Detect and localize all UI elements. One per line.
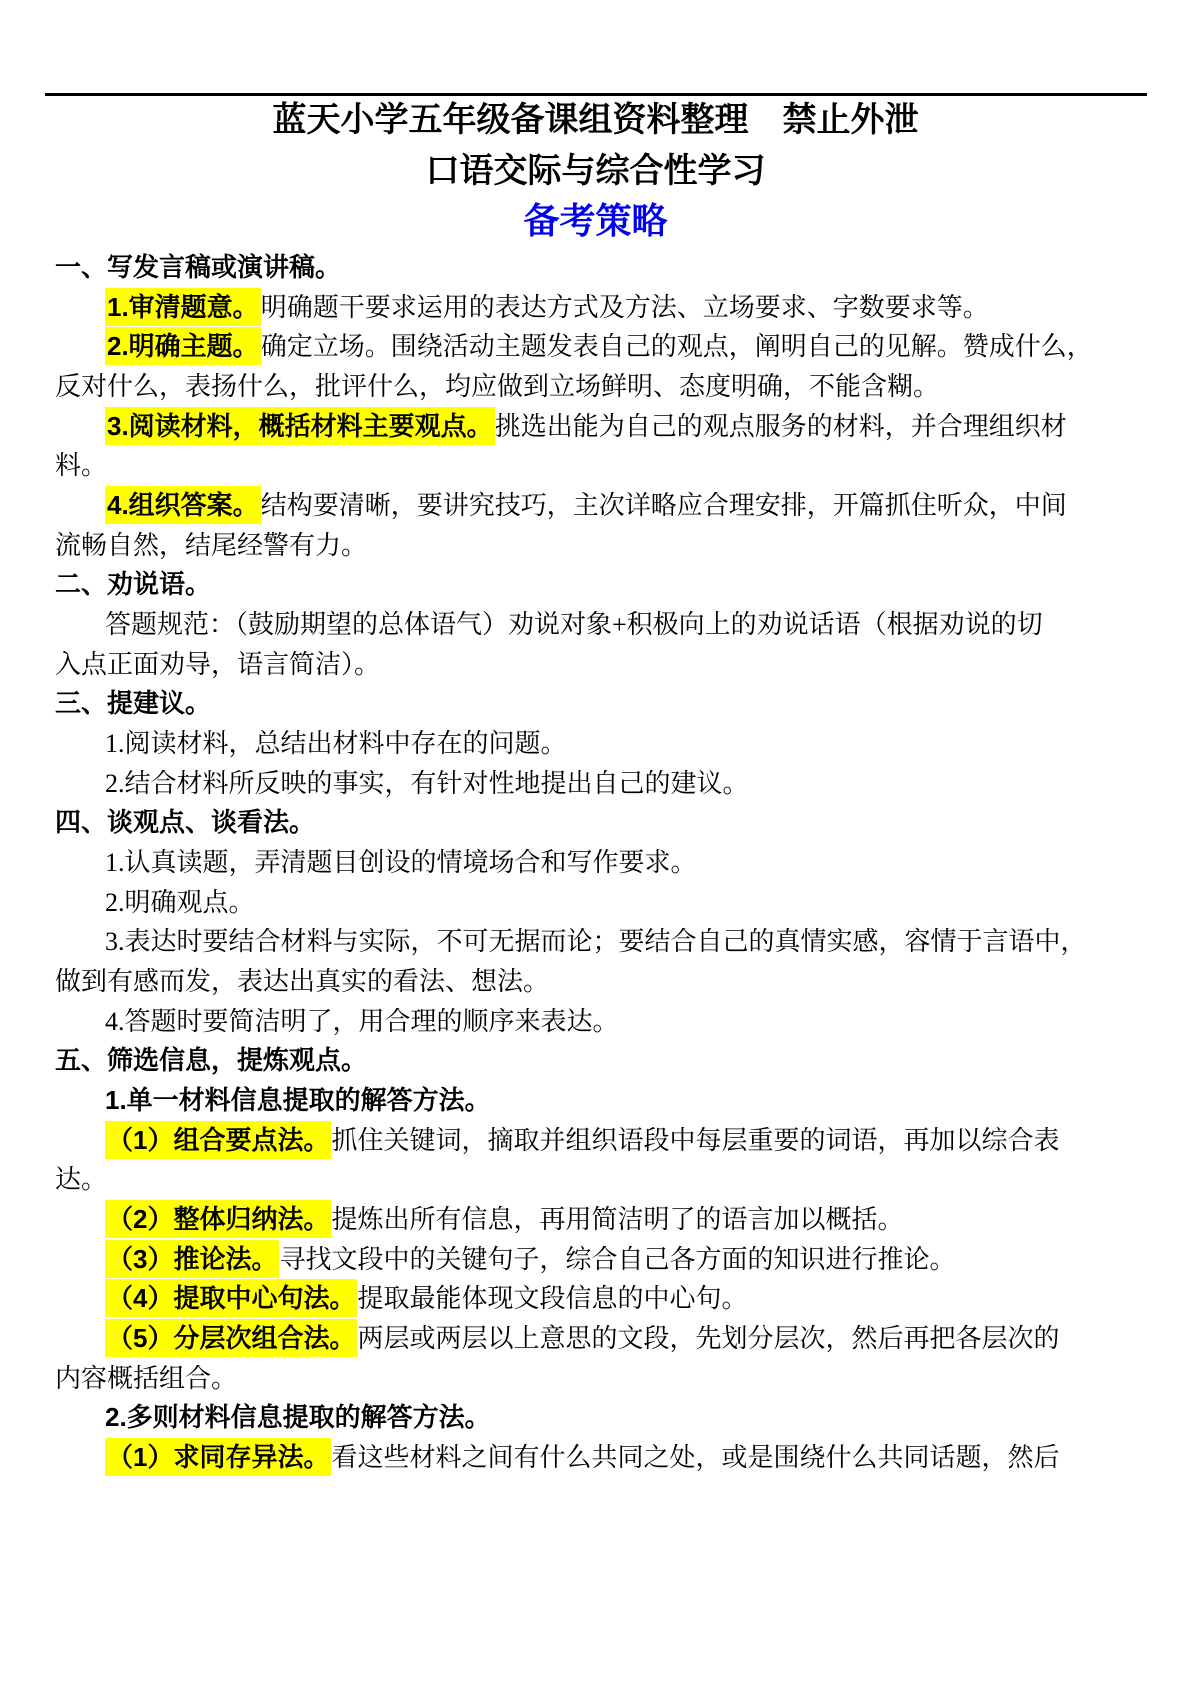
- text-line: [55, 1240, 1145, 1280]
- text-segment: 流畅自然，结尾经警有力。: [55, 530, 368, 560]
- text-segment: 一、写发言稿或演讲稿。: [55, 252, 342, 282]
- text-segment: 结构要清晰，要讲究技巧，主次详略应合理安排，开篇抓住听众，中间: [260, 491, 1067, 521]
- text-segment: 二、劝说语。: [55, 569, 212, 600]
- text-line: [55, 724, 1145, 764]
- text-line: [55, 684, 1145, 724]
- text-line: [55, 1319, 1145, 1359]
- text-segment: 3.表达时要结合材料与实际，不可无据而论；要结合自己的真情实感，容情于言语中，: [105, 927, 1087, 957]
- header-rule: [45, 93, 1147, 96]
- text-segment: 入点正面劝导，语言简洁）。: [55, 649, 381, 679]
- text-segment: 两层或两层以上意思的文段，先划分层次，然后再把各层次的: [357, 1324, 1060, 1354]
- text-segment: 抓住关键词，摘取并组织语段中每层重要的词语，再加以综合表: [331, 1125, 1060, 1155]
- text-segment: 1.阅读材料，总结出材料中存在的问题。: [105, 729, 567, 759]
- text-line: [55, 1002, 1145, 1042]
- text-line: [55, 367, 1145, 407]
- text-segment: 看这些材料之间有什么共同之处，或是围绕什么共同话题，然后: [331, 1443, 1060, 1473]
- text-segment: 五、筛选信息，提炼观点。: [55, 1045, 368, 1076]
- text-segment: 确定立场。围绕活动主题发表自己的观点，阐明自己的见解。赞成什么，: [260, 332, 1093, 362]
- text-line: [55, 1438, 1145, 1478]
- page-subtitle: 口语交际与综合性学习: [425, 152, 766, 190]
- text-segment: 达。: [55, 1165, 108, 1195]
- highlighted-term: （5）分层次组合法。: [105, 1319, 357, 1357]
- text-line: [55, 1200, 1145, 1240]
- text-segment: 2.明确观点。: [105, 887, 255, 917]
- text-line: [55, 883, 1145, 923]
- text-line: [55, 645, 1145, 685]
- text-line: [55, 327, 1145, 367]
- text-line: [55, 1398, 1145, 1438]
- highlighted-term: （1）求同存异法。: [105, 1438, 331, 1476]
- text-segment: 内容概括组合。: [55, 1363, 238, 1393]
- text-segment: 4.答题时要简洁明了，用合理的顺序来表达。: [105, 1006, 619, 1036]
- text-line: [55, 526, 1145, 566]
- text-segment: 反对什么，表扬什么，批评什么，均应做到立场鲜明、态度明确，不能含糊。: [55, 372, 940, 402]
- highlighted-term: 3.阅读材料，概括材料主要观点。: [105, 407, 495, 445]
- text-segment: 2.多则材料信息提取的解答方法。: [105, 1402, 491, 1433]
- highlighted-term: （3）推论法。: [105, 1240, 279, 1278]
- text-segment: 四、谈观点、谈看法。: [55, 807, 316, 838]
- text-line: [55, 843, 1145, 883]
- text-line: [55, 1041, 1145, 1081]
- text-line: [55, 922, 1145, 962]
- text-segment: 料。: [55, 451, 108, 481]
- text-line: [55, 1279, 1145, 1319]
- text-line: [55, 486, 1145, 526]
- text-line: [55, 1359, 1145, 1399]
- text-line: [55, 764, 1145, 804]
- highlighted-term: （1）组合要点法。: [105, 1121, 331, 1159]
- highlighted-term: 4.组织答案。: [105, 486, 261, 524]
- document-body: [55, 248, 1145, 1478]
- text-segment: 答题规范：（鼓励期望的总体语气）劝说对象+积极向上的劝说话语（根据劝说的切: [105, 610, 1043, 640]
- text-segment: 2.结合材料所反映的事实，有针对性地提出自己的建议。: [105, 768, 749, 798]
- text-line: [55, 248, 1145, 288]
- text-line: [55, 1121, 1145, 1161]
- text-segment: 寻找文段中的关键句子，综合自己各方面的知识进行推论。: [279, 1244, 956, 1274]
- text-line: [55, 565, 1145, 605]
- text-line: [55, 1160, 1145, 1200]
- text-line: [55, 803, 1145, 843]
- highlighted-term: （2）整体归纳法。: [105, 1200, 331, 1238]
- text-segment: 提取最能体现文段信息的中心句。: [357, 1284, 748, 1314]
- text-line: [55, 446, 1145, 486]
- text-segment: 挑选出能为自己的观点服务的材料，并合理组织材: [494, 411, 1067, 441]
- text-segment: 明确题干要求运用的表达方式及方法、立场要求、字数要求等。: [260, 292, 989, 322]
- section-heading: 备考策略: [523, 200, 668, 241]
- page-title: 蓝天小学五年级备课组资料整理 禁止外泄: [272, 101, 919, 139]
- text-line: [55, 962, 1145, 1002]
- text-segment: 1.单一材料信息提取的解答方法。: [105, 1085, 491, 1116]
- text-segment: 做到有感而发，表达出真实的看法、想法。: [55, 967, 550, 997]
- text-segment: 1.认真读题，弄清题目创设的情境场合和写作要求。: [105, 848, 697, 878]
- highlighted-term: （4）提取中心句法。: [105, 1279, 357, 1317]
- text-line: [55, 407, 1145, 447]
- text-line: [55, 288, 1145, 328]
- highlighted-term: 1.审清题意。: [105, 288, 261, 326]
- text-segment: 三、提建议。: [55, 688, 212, 719]
- highlighted-term: 2.明确主题。: [105, 327, 261, 365]
- text-segment: 提炼出所有信息，再用简洁明了的语言加以概括。: [331, 1205, 904, 1235]
- text-line: [55, 605, 1145, 645]
- text-line: [55, 1081, 1145, 1121]
